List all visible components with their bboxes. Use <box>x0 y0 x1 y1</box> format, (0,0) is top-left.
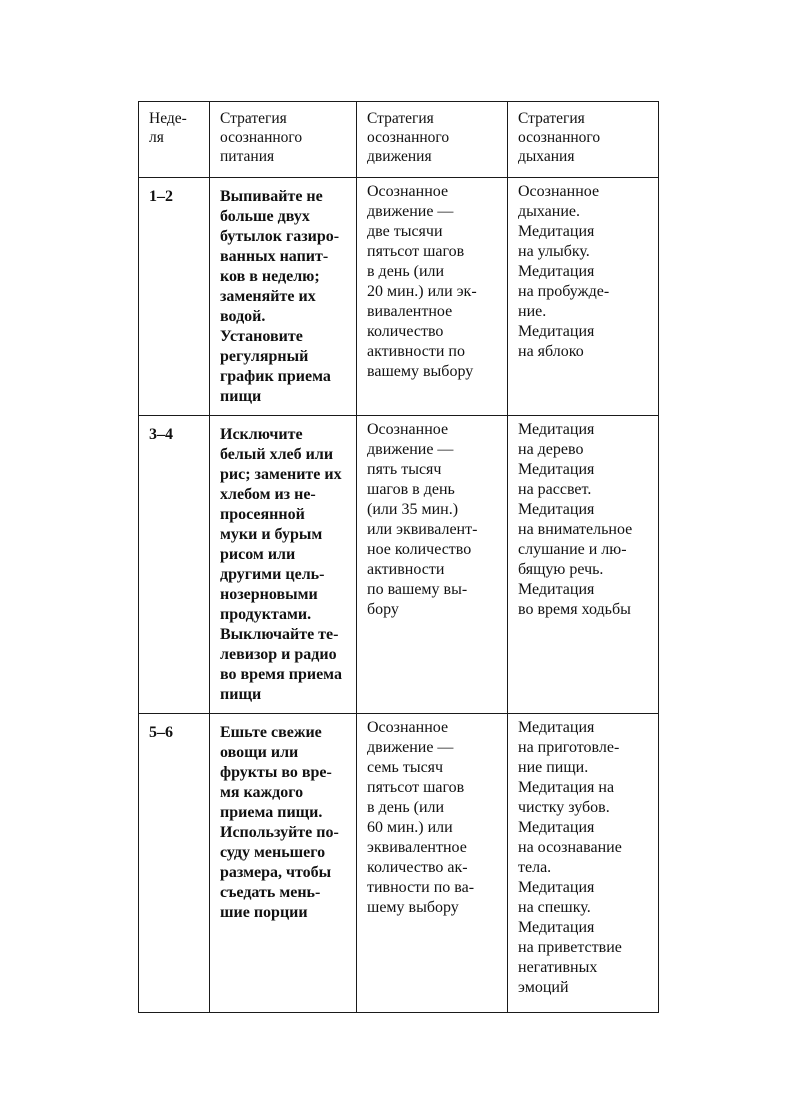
cell-line: на пробужде- <box>518 283 610 300</box>
cell-line: шие порции <box>220 904 308 921</box>
cell-line: Ешьте свежие <box>220 724 322 741</box>
cell-line: во время приема <box>220 666 342 683</box>
cell-line: движение — <box>367 441 454 458</box>
cell-line: Медитация <box>518 819 595 836</box>
eating-cell <box>210 416 357 714</box>
cell-line: негативных <box>518 959 598 976</box>
cell-line: на улыбку. <box>518 243 590 260</box>
cell-line: (или 35 мин.) <box>367 501 459 518</box>
cell-line: тела. <box>518 859 552 876</box>
header-line: дыхания <box>518 148 575 165</box>
cell-line: пищи <box>220 686 262 703</box>
movement-cell <box>357 416 508 714</box>
header-line: движения <box>367 148 432 165</box>
cell-line: или эквивалент- <box>367 521 478 538</box>
cell-line: эквивалентное <box>367 839 467 856</box>
cell-line: в день (или <box>367 799 445 816</box>
cell-line: бору <box>367 601 399 618</box>
cell-line: эмоций <box>518 979 569 996</box>
movement-cell <box>357 714 508 1013</box>
header-line: осознанного <box>220 129 303 146</box>
cell-line: шему выбору <box>367 899 459 916</box>
cell-line: на осознавание <box>518 839 622 856</box>
week-cell: 5–6 <box>139 714 210 1013</box>
cell-line: белый хлеб или <box>220 446 334 463</box>
cell-line: Осознанное <box>367 183 449 200</box>
cell-line: 20 мин.) или эк- <box>367 283 477 300</box>
cell-line: активности по <box>367 343 465 360</box>
cell-line: на яблоко <box>518 343 584 360</box>
cell-line: шагов в день <box>367 481 455 498</box>
cell-line: продуктами. <box>220 606 312 623</box>
cell-line: нозерновыми <box>220 586 318 603</box>
cell-line: рисом или <box>220 546 296 563</box>
cell-line: бутылок газиро- <box>220 228 340 245</box>
cell-line: количество ак- <box>367 859 468 876</box>
cell-line: мя каждого <box>220 784 304 801</box>
cell-line: Медитация <box>518 461 595 478</box>
cell-line: съедать мень- <box>220 884 321 901</box>
header-movement-strategy <box>357 102 508 178</box>
header-breathing-strategy <box>508 102 659 178</box>
cell-line: Медитация на <box>518 779 615 796</box>
cell-line: просеянной <box>220 506 305 523</box>
cell-line: заменяйте их <box>220 288 316 305</box>
cell-line: пищи <box>220 388 262 405</box>
week-cell: 3–4 <box>139 416 210 714</box>
cell-line: во время ходьбы <box>518 601 631 618</box>
cell-line: вашему выбору <box>367 363 474 380</box>
eating-cell <box>210 714 357 1013</box>
cell-line: овощи или <box>220 744 299 761</box>
cell-line: на рассвет. <box>518 481 592 498</box>
breathing-cell <box>508 416 659 714</box>
cell-line: регулярный <box>220 348 309 365</box>
week-cell: 1–2 <box>139 178 210 416</box>
cell-line: левизор и радио <box>220 646 337 663</box>
cell-line: ное количество <box>367 541 472 558</box>
cell-line: ванных напит- <box>220 248 329 265</box>
table-row <box>139 178 659 416</box>
cell-line: Используйте по- <box>220 824 339 841</box>
cell-line: Осознанное <box>518 183 600 200</box>
cell-line: хлебом из не- <box>220 486 316 503</box>
cell-line: ние. <box>518 303 547 320</box>
cell-line: Медитация <box>518 323 595 340</box>
cell-line: рис; замените их <box>220 466 342 483</box>
table-row <box>139 416 659 714</box>
cell-line: по вашему вы- <box>367 581 468 598</box>
cell-line: Медитация <box>518 501 595 518</box>
cell-line: Выпивайте не <box>220 188 323 205</box>
cell-line: на дерево <box>518 441 584 458</box>
cell-line: на приготовле- <box>518 739 620 756</box>
cell-line: Медитация <box>518 719 595 736</box>
movement-cell <box>357 178 508 416</box>
header-line: питания <box>220 148 275 165</box>
cell-line: Медитация <box>518 421 595 438</box>
cell-line: ков в неделю; <box>220 268 320 285</box>
cell-line: муки и бурым <box>220 526 323 543</box>
cell-line: Медитация <box>518 919 595 936</box>
cell-line: дыхание. <box>518 203 581 220</box>
cell-line: пятьсот шагов <box>367 243 465 260</box>
cell-line: бящую речь. <box>518 561 604 578</box>
cell-line: на приветствие <box>518 939 622 956</box>
cell-line: водой. <box>220 308 266 325</box>
eating-cell <box>210 178 357 416</box>
cell-line: размера, чтобы <box>220 864 332 881</box>
header-line: Стратегия <box>518 110 585 127</box>
cell-line: Медитация <box>518 263 595 280</box>
header-line: ля <box>149 129 164 146</box>
header-week <box>139 102 210 178</box>
cell-line: Медитация <box>518 581 595 598</box>
cell-line: суду меньшего <box>220 844 326 861</box>
cell-line: движение — <box>367 203 454 220</box>
cell-line: другими цель- <box>220 566 325 583</box>
cell-line: семь тысяч <box>367 759 444 776</box>
header-line: Стратегия <box>367 110 434 127</box>
cell-line: Исключите <box>220 426 303 443</box>
cell-line: слушание и лю- <box>518 541 627 558</box>
header-eating-strategy <box>210 102 357 178</box>
cell-line: Установите <box>220 328 303 345</box>
breathing-cell <box>508 714 659 1013</box>
cell-line: приема пищи. <box>220 804 323 821</box>
cell-line: пять тысяч <box>367 461 442 478</box>
cell-line: активности <box>367 561 445 578</box>
cell-line: больше двух <box>220 208 310 225</box>
cell-line: количество <box>367 323 444 340</box>
header-line: Стратегия <box>220 110 287 127</box>
header-line: осознанного <box>518 129 601 146</box>
cell-line: пятьсот шагов <box>367 779 465 796</box>
breathing-cell <box>508 178 659 416</box>
mindful-strategies-table <box>138 101 659 1013</box>
header-line: осознанного <box>367 129 450 146</box>
cell-line: Осознанное <box>367 421 449 438</box>
cell-line: две тысячи <box>367 223 443 240</box>
cell-line: Медитация <box>518 223 595 240</box>
table-header-row <box>139 102 659 178</box>
cell-line: движение — <box>367 739 454 756</box>
cell-line: ние пищи. <box>518 759 589 776</box>
cell-line: на внимательное <box>518 521 633 538</box>
cell-line: на спешку. <box>518 899 591 916</box>
cell-line: график приема <box>220 368 331 385</box>
cell-line: вивалентное <box>367 303 453 320</box>
cell-line: тивности по ва- <box>367 879 475 896</box>
cell-line: Медитация <box>518 879 595 896</box>
cell-line: Выключайте те- <box>220 626 339 643</box>
cell-line: Осознанное <box>367 719 449 736</box>
cell-line: 60 мин.) или <box>367 819 453 836</box>
header-line: Неде- <box>149 110 187 127</box>
cell-line: в день (или <box>367 263 445 280</box>
cell-line: фрукты во вре- <box>220 764 332 781</box>
table-row <box>139 714 659 1013</box>
cell-line: чистку зубов. <box>518 799 610 816</box>
